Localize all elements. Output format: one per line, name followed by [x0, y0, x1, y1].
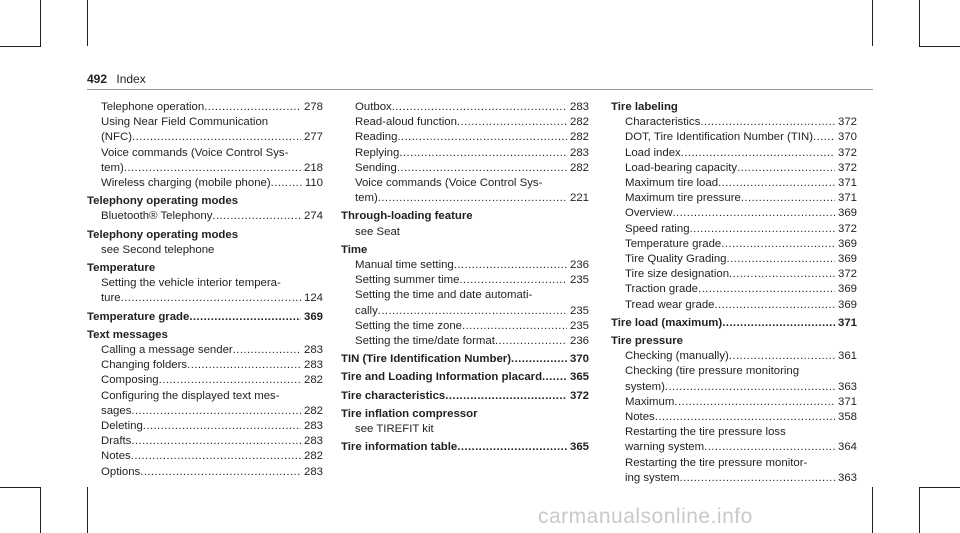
page-reference: 235 [569, 304, 589, 317]
crop-mark [872, 487, 873, 533]
watermark: carmanualsonline.info [538, 505, 753, 528]
crop-mark [919, 0, 920, 47]
leader-dots [378, 304, 567, 319]
crop-mark [87, 487, 88, 533]
index-heading-with-page [341, 352, 589, 367]
leader-dots [124, 161, 301, 176]
page-reference: 283 [569, 146, 589, 159]
index-subentry-with-page [611, 349, 857, 364]
index-heading: Tire pressure [611, 335, 683, 348]
page-reference: 365 [569, 441, 589, 454]
page-reference: 369 [837, 207, 857, 220]
index-subentry-with-page [87, 291, 323, 306]
index-subentry: see TIREFIT kit [355, 423, 434, 436]
leader-dots [140, 465, 301, 480]
leader-dots [399, 146, 567, 161]
entry-text: Traction grade [625, 283, 699, 296]
leader-dots [378, 191, 567, 206]
index-heading: Through-loading feature [341, 210, 473, 223]
entry-text: Overview [625, 207, 673, 220]
index-subentry-with-page [87, 100, 323, 115]
entry-text: Replying [355, 146, 400, 159]
entry-text: warning system [625, 441, 705, 454]
page-reference: 358 [837, 411, 857, 424]
page-reference: 283 [303, 344, 323, 357]
entry-text: Sending [355, 161, 397, 174]
leader-dots [454, 258, 567, 273]
index-subentry-with-page [341, 161, 589, 176]
entry-text: Setting the time zone [355, 319, 463, 332]
entry-text: tem) [355, 192, 378, 205]
page-reference: 372 [569, 389, 589, 402]
leader-dots [159, 373, 301, 388]
crop-mark [87, 0, 88, 46]
crop-mark [40, 487, 41, 533]
index-heading: Tire labeling [611, 101, 678, 113]
leader-dots [729, 349, 835, 364]
page-reference: 282 [569, 131, 589, 144]
leader-dots [813, 130, 835, 145]
leader-dots [698, 282, 835, 297]
index-heading: Telephony operating modes [87, 195, 239, 208]
entry-text: Maximum [625, 395, 675, 408]
page-reference: 124 [303, 292, 323, 305]
entry-text: Speed rating [625, 222, 690, 235]
index-subentry-with-page [611, 410, 857, 425]
index-subentry: Voice commands (Voice Control Sys- [355, 177, 543, 190]
entry-text: Read-aloud function [355, 116, 457, 129]
entry-text: Notes [101, 450, 131, 463]
page-reference: 235 [569, 274, 589, 287]
leader-dots [721, 237, 835, 252]
entry-text: Telephone operation [101, 101, 205, 113]
entry-text: Tire characteristics [341, 389, 446, 402]
page-reference: 236 [569, 259, 589, 272]
index-subentry-with-page [87, 358, 323, 373]
entry-text: Maximum tire load [625, 177, 719, 190]
crop-mark [0, 487, 41, 488]
entry-text: Manual time setting [355, 259, 454, 272]
index-subentry-with-page [611, 298, 857, 313]
leader-dots [681, 146, 835, 161]
entry-text: Temperature grade [625, 237, 722, 250]
entry-text: ing system [625, 471, 680, 484]
leader-dots [462, 319, 567, 334]
index-subentry: Restarting the tire pressure loss [625, 426, 786, 439]
entry-text: Bluetooth® Telephony [101, 210, 213, 223]
index-subentry-with-page [87, 449, 323, 464]
entry-text: Drafts [101, 435, 132, 448]
leader-dots [679, 471, 835, 486]
entry-text: Tire size designation [625, 268, 730, 281]
leader-dots [741, 191, 835, 206]
entry-text: Temperature grade [87, 310, 190, 323]
entry-text: Wireless charging (mobile phone) [101, 177, 271, 190]
entry-text: tem) [101, 161, 124, 174]
entry-text: sages [101, 404, 132, 417]
leader-dots [665, 380, 835, 395]
leader-dots [674, 395, 835, 410]
entry-text: Maximum tire pressure [625, 192, 741, 205]
index-subentry: Using Near Field Communication [101, 116, 269, 129]
index-subentry-with-page [87, 176, 323, 191]
page-reference: 369 [837, 298, 857, 311]
index-subentry-with-page [611, 395, 857, 410]
index-subentry-with-page [341, 334, 589, 349]
page-reference: 235 [569, 319, 589, 332]
entry-text: Notes [625, 411, 655, 424]
index-subentry-with-page [611, 252, 857, 267]
leader-dots [189, 310, 301, 325]
page-reference: 369 [837, 253, 857, 266]
index-subentry-with-page [611, 282, 857, 297]
index-subentry-with-page [87, 161, 323, 176]
leader-dots [397, 161, 567, 176]
entry-text: Options [101, 465, 141, 478]
page-reference: 363 [837, 471, 857, 484]
section-title: Index [116, 72, 146, 86]
entry-text: Tire and Loading Information placard [341, 371, 543, 384]
entry-text: Composing [101, 374, 159, 387]
entry-text: Changing folders [101, 359, 188, 372]
page-reference: 372 [837, 146, 857, 159]
page-reference: 372 [837, 161, 857, 174]
entry-text: (NFC) [101, 131, 132, 144]
leader-dots [143, 419, 301, 434]
page-reference: 282 [303, 450, 323, 463]
page-reference: 369 [837, 237, 857, 250]
leader-dots [131, 449, 301, 464]
index-subentry-with-page [611, 440, 857, 455]
leader-dots [212, 209, 301, 224]
index-subentry-with-page [87, 404, 323, 419]
index-heading: Telephony operating modes [87, 228, 239, 241]
leader-dots [459, 273, 567, 288]
page-reference: 371 [837, 192, 857, 205]
leader-dots [233, 343, 301, 358]
index-subentry-with-page [611, 176, 857, 191]
index-subentry: see Second telephone [101, 243, 215, 256]
index-heading-with-page [341, 389, 589, 404]
page-reference: 369 [837, 283, 857, 296]
page-reference: 283 [303, 420, 323, 433]
page-reference: 236 [569, 335, 589, 348]
index-heading: Tire inflation compressor [341, 407, 478, 420]
leader-dots [511, 352, 567, 367]
crop-mark [919, 487, 960, 488]
page-reference: 274 [303, 210, 323, 223]
page-reference: 363 [837, 380, 857, 393]
leader-dots [392, 100, 567, 115]
leader-dots [457, 115, 567, 130]
leader-dots [445, 389, 567, 404]
index-subentry-with-page [611, 206, 857, 221]
index-subentry-with-page [87, 209, 323, 224]
leader-dots [727, 252, 835, 267]
index-subentry-with-page [341, 191, 589, 206]
index-subentry-with-page [341, 115, 589, 130]
index-subentry-with-page [87, 434, 323, 449]
index-subentry-with-page [611, 267, 857, 282]
entry-text: Load index [625, 146, 681, 159]
crop-mark [40, 0, 41, 47]
entry-text: Setting summer time [355, 274, 460, 287]
index-subentry: Setting the vehicle interior tempera- [101, 277, 281, 290]
entry-text: Characteristics [625, 116, 701, 129]
page-reference: 369 [303, 310, 323, 323]
index-heading-with-page [611, 316, 857, 331]
page-reference: 283 [303, 359, 323, 372]
leader-dots [495, 334, 567, 349]
index-heading-with-page [341, 440, 589, 455]
index-subentry: Voice commands (Voice Control Sys- [101, 146, 289, 159]
entry-text: Load-bearing capacity [625, 161, 738, 174]
crop-mark [919, 487, 920, 533]
entry-text: Tread wear grade [625, 298, 715, 311]
leader-dots [704, 440, 835, 455]
index-subentry-with-page [611, 471, 857, 486]
leader-dots [457, 440, 567, 455]
index-column-2 [341, 100, 589, 455]
page-reference: 361 [837, 350, 857, 363]
leader-dots [729, 267, 835, 282]
index-subentry-with-page [341, 319, 589, 334]
header-divider [87, 89, 873, 90]
index-subentry: see Seat [355, 225, 400, 238]
page-number: 492 [87, 72, 108, 86]
leader-dots [690, 222, 835, 237]
page-reference: 364 [837, 441, 857, 454]
page-reference: 372 [837, 222, 857, 235]
leader-dots [722, 316, 835, 331]
index-subentry-with-page [341, 304, 589, 319]
page-reference: 278 [303, 101, 323, 113]
index-subentry-with-page [611, 115, 857, 130]
entry-text: Calling a message sender [101, 344, 233, 357]
leader-dots [397, 130, 567, 145]
crop-mark [872, 0, 873, 46]
index-subentry-with-page [87, 465, 323, 480]
index-subentry-with-page [341, 146, 589, 161]
index-subentry-with-page [87, 343, 323, 358]
page-reference: 283 [569, 101, 589, 113]
page-reference: 283 [303, 465, 323, 478]
leader-dots [132, 130, 301, 145]
index-subentry: Configuring the displayed text mes- [101, 389, 280, 402]
leader-dots [542, 370, 567, 385]
crop-mark [0, 46, 41, 47]
page-reference: 370 [569, 353, 589, 366]
index-heading: Temperature [87, 262, 156, 275]
page-reference: 282 [303, 374, 323, 387]
index-subentry-with-page [611, 222, 857, 237]
page-reference: 218 [303, 161, 323, 174]
index-column-1 [87, 100, 323, 480]
page-reference: 221 [569, 192, 589, 205]
page-reference: 370 [837, 131, 857, 144]
page-reference: 282 [303, 404, 323, 417]
index-subentry-with-page [611, 191, 857, 206]
index-subentry-with-page [341, 273, 589, 288]
entry-text: TIN (Tire Identification Number) [341, 353, 512, 366]
leader-dots [131, 404, 301, 419]
entry-text: Outbox [355, 101, 392, 113]
index-column-3 [611, 100, 857, 486]
entry-text: system) [625, 380, 665, 393]
index-heading: Text messages [87, 328, 168, 341]
leader-dots [700, 115, 835, 130]
index-subentry: Setting the time and date automati- [355, 289, 533, 302]
index-subentry-with-page [87, 373, 323, 388]
index-heading-with-page [87, 310, 323, 325]
entry-text: cally [355, 304, 378, 317]
leader-dots [204, 100, 301, 115]
page-reference: 371 [837, 316, 857, 329]
index-subentry-with-page [611, 237, 857, 252]
page-reference: 372 [837, 116, 857, 129]
index-subentry-with-page [87, 419, 323, 434]
page-header [87, 72, 146, 86]
index-subentry-with-page [611, 130, 857, 145]
leader-dots [655, 410, 835, 425]
leader-dots [672, 206, 835, 221]
index-subentry-with-page [341, 258, 589, 273]
leader-dots [714, 298, 835, 313]
entry-text: Reading [355, 131, 398, 144]
index-subentry-with-page [611, 380, 857, 395]
index-subentry: Restarting the tire pressure monitor- [625, 456, 808, 469]
page-reference: 371 [837, 177, 857, 190]
entry-text: Tire Quality Grading [625, 253, 727, 266]
page-reference: 371 [837, 395, 857, 408]
leader-dots [131, 434, 301, 449]
leader-dots [187, 358, 301, 373]
page-reference: 277 [303, 131, 323, 144]
page-reference: 110 [304, 177, 323, 190]
entry-text: ture [101, 292, 121, 305]
page-reference: 365 [569, 371, 589, 384]
page-reference: 372 [837, 268, 857, 281]
index-subentry-with-page [341, 100, 589, 115]
index-subentry-with-page [87, 130, 323, 145]
leader-dots [121, 291, 301, 306]
index-subentry-with-page [611, 146, 857, 161]
entry-text: DOT, Tire Identification Number (TIN) [625, 131, 813, 144]
entry-text: Checking (manually) [625, 350, 729, 363]
index-subentry: Checking (tire pressure monitoring [625, 365, 800, 378]
entry-text: Deleting [101, 420, 143, 433]
entry-text: Tire information table [341, 441, 458, 454]
index-heading-with-page [341, 370, 589, 385]
entry-text: Setting the time/date format [355, 335, 495, 348]
index-subentry-with-page [341, 130, 589, 145]
crop-mark [919, 46, 960, 47]
page-reference: 282 [569, 161, 589, 174]
index-subentry-with-page [611, 161, 857, 176]
index-heading: Time [341, 243, 368, 256]
leader-dots [271, 176, 302, 191]
page-reference: 282 [569, 116, 589, 129]
leader-dots [718, 176, 835, 191]
entry-text: Tire load (maximum) [611, 316, 723, 329]
page-reference: 283 [303, 435, 323, 448]
leader-dots [737, 161, 835, 176]
